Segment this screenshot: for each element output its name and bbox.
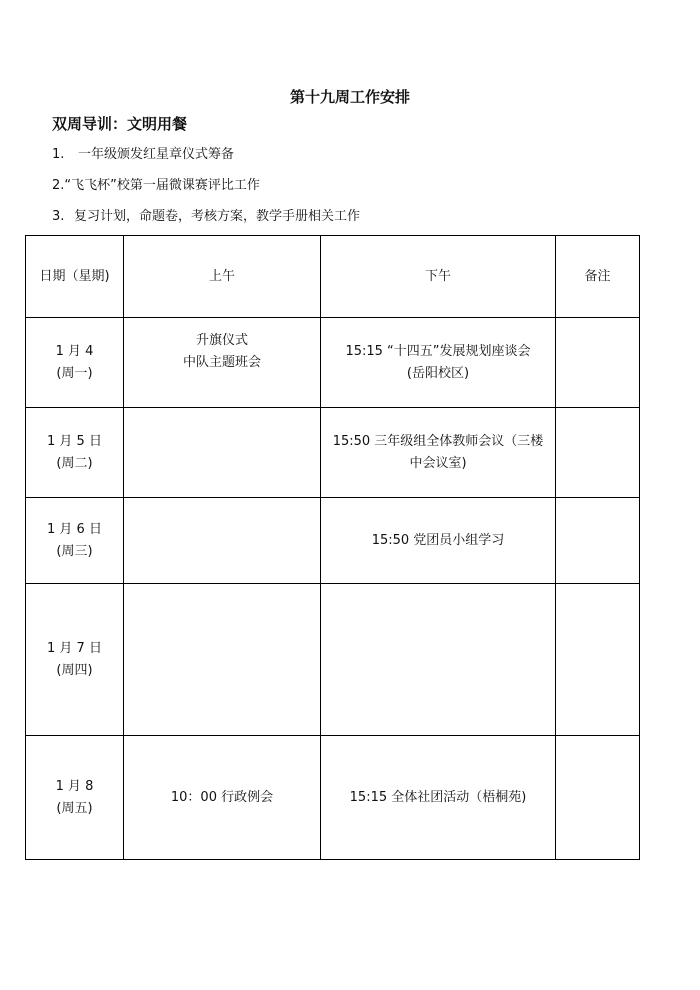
header-morning: 上午	[124, 236, 321, 318]
header-notes: 备注	[556, 236, 640, 318]
weekday-text: (周二)	[56, 455, 93, 471]
morning-line: 升旗仪式	[195, 333, 248, 348]
table-row	[26, 408, 640, 498]
list-item-text: 一年级颁发红星章仪式筹备	[78, 147, 235, 162]
afternoon-line: (岳阳校区)	[406, 365, 470, 381]
date-text: 1 月 8	[55, 778, 94, 794]
date-cell	[26, 498, 124, 584]
date-cell	[26, 584, 124, 736]
table-row	[26, 584, 640, 736]
afternoon-cell	[321, 736, 556, 860]
note-cell	[556, 408, 640, 498]
weekday-text: (周四)	[56, 662, 93, 678]
afternoon-line: 15:50 党团员小组学习	[371, 532, 505, 548]
afternoon-cell	[321, 318, 556, 408]
page-title: 第十九周工作安排	[289, 88, 410, 106]
weekday-text: (周五)	[56, 800, 93, 816]
note-cell	[556, 736, 640, 860]
weekday-text: (周三)	[56, 543, 93, 559]
afternoon-cell	[321, 408, 556, 498]
list-item	[52, 145, 234, 165]
morning-line: 10：00 行政例会	[170, 789, 274, 805]
date-cell	[26, 736, 124, 860]
list-item-number: 2.	[52, 178, 65, 193]
list-item-text: 复习计划，命题卷，考核方案，教学手册相关工作	[74, 209, 361, 224]
afternoon-line: 15:50 三年级组全体教师会议（三楼	[332, 433, 544, 449]
date-text: 1 月 7 日	[47, 640, 102, 656]
afternoon-cell	[321, 584, 556, 736]
note-cell	[556, 584, 640, 736]
morning-cell	[124, 498, 321, 584]
list-item-text: “飞飞杯”校第一届微课赛评比工作	[64, 178, 260, 193]
afternoon-line: 15:15 全体社团活动（梧桐苑)	[349, 789, 527, 805]
afternoon-cell	[321, 498, 556, 584]
list-item	[52, 207, 360, 227]
list-item	[52, 176, 260, 196]
morning-line: 中队主题班会	[182, 355, 261, 370]
afternoon-line: 中会议室)	[409, 455, 467, 471]
date-text: 1 月 4	[55, 343, 94, 359]
note-cell	[556, 318, 640, 408]
morning-cell	[124, 736, 321, 860]
afternoon-line: 15:15 “十四五”发展规划座谈会	[345, 343, 531, 359]
date-text: 1 月 6 日	[47, 521, 102, 537]
table-header-row	[26, 236, 640, 318]
schedule-table	[25, 235, 640, 860]
date-cell	[26, 408, 124, 498]
list-item-number: 3.	[52, 209, 65, 224]
header-afternoon: 下午	[321, 236, 556, 318]
note-cell	[556, 498, 640, 584]
morning-cell	[124, 318, 321, 408]
list-item-number: 1.	[52, 147, 65, 162]
table-row	[26, 498, 640, 584]
date-cell	[26, 318, 124, 408]
date-text: 1 月 5 日	[47, 433, 102, 449]
morning-cell	[124, 408, 321, 498]
weekday-text: (周一)	[56, 365, 93, 381]
morning-cell	[124, 584, 321, 736]
table-row	[26, 736, 640, 860]
table-row	[26, 318, 640, 408]
header-date: 日期（星期)	[26, 236, 124, 318]
subtitle: 双周导训：文明用餐	[52, 115, 188, 133]
